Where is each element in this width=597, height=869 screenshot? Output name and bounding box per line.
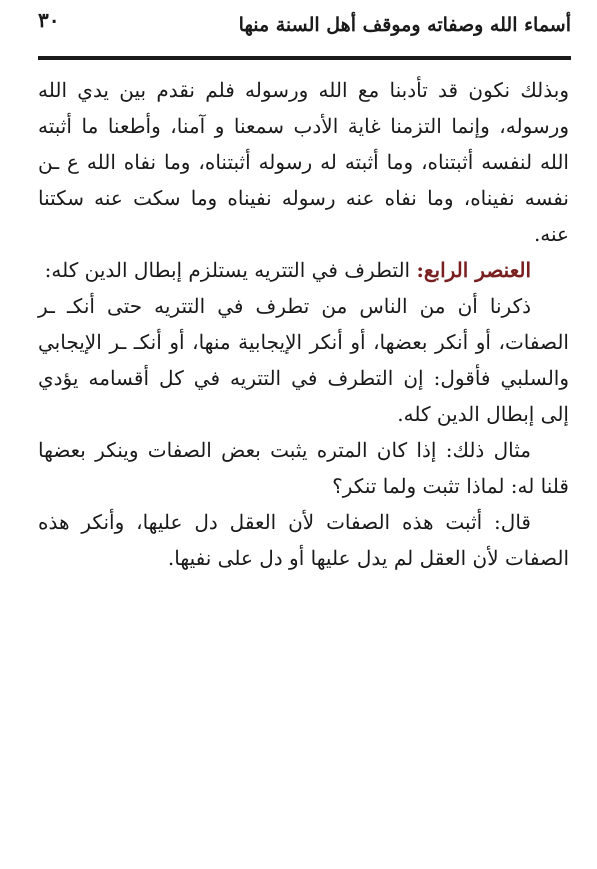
paragraph-3: ذكرنا أن من الناس من تطرف في التتريه حتى أنكـ ـر الصفات، أو أنكر بعضها، أو أنكر الإيجابية منها، أو أنكـ ـر الإيجابي والسلبي فأقول: إن التطرف في التتريه في كل أقسامه يؤدي إلى إبطال الدين كله. bbox=[38, 294, 569, 426]
paragraph-section-heading bbox=[38, 252, 569, 288]
page-header bbox=[38, 4, 571, 52]
running-title: أسماء الله وصفاته وموقف أهل السنة منها bbox=[238, 14, 571, 36]
section-heading-text: التطرف في التتريه يستلزم إبطال الدين كله: bbox=[44, 258, 417, 282]
paragraph-5: قال: أثبت هذه الصفات لأن العقل دل عليها، وأنكر هذه الصفات لأن العقل لم يدل عليها أو دل على نفيها. bbox=[38, 510, 569, 570]
page-number: ٣٠ bbox=[38, 8, 60, 32]
header-rule bbox=[38, 56, 571, 60]
paragraph-1: وبذلك نكون قد تأدبنا مع الله ورسوله فلم نقدم بين يدي الله ورسوله، وإنما التزمنا غاية الأدب سمعنا و آمنا، وأطعنا ما أثبته الله لنفسه أثبتناه، وما أثبته له رسوله أثبتناه، وما نفاه الله ع ـن نفسه نفيناه، وما نفاه عنه رسوله نفيناه وما سكت عنه سكتنا عنه. bbox=[38, 78, 569, 246]
paragraph-4: مثال ذلك: إذا كان المتره يثبت بعض الصفات وينكر بعضها قلنا له: لماذا تثبت ولما تنكر؟ bbox=[38, 438, 569, 498]
section-heading: العنصر الرابع: bbox=[416, 258, 531, 282]
body-text bbox=[38, 72, 569, 576]
